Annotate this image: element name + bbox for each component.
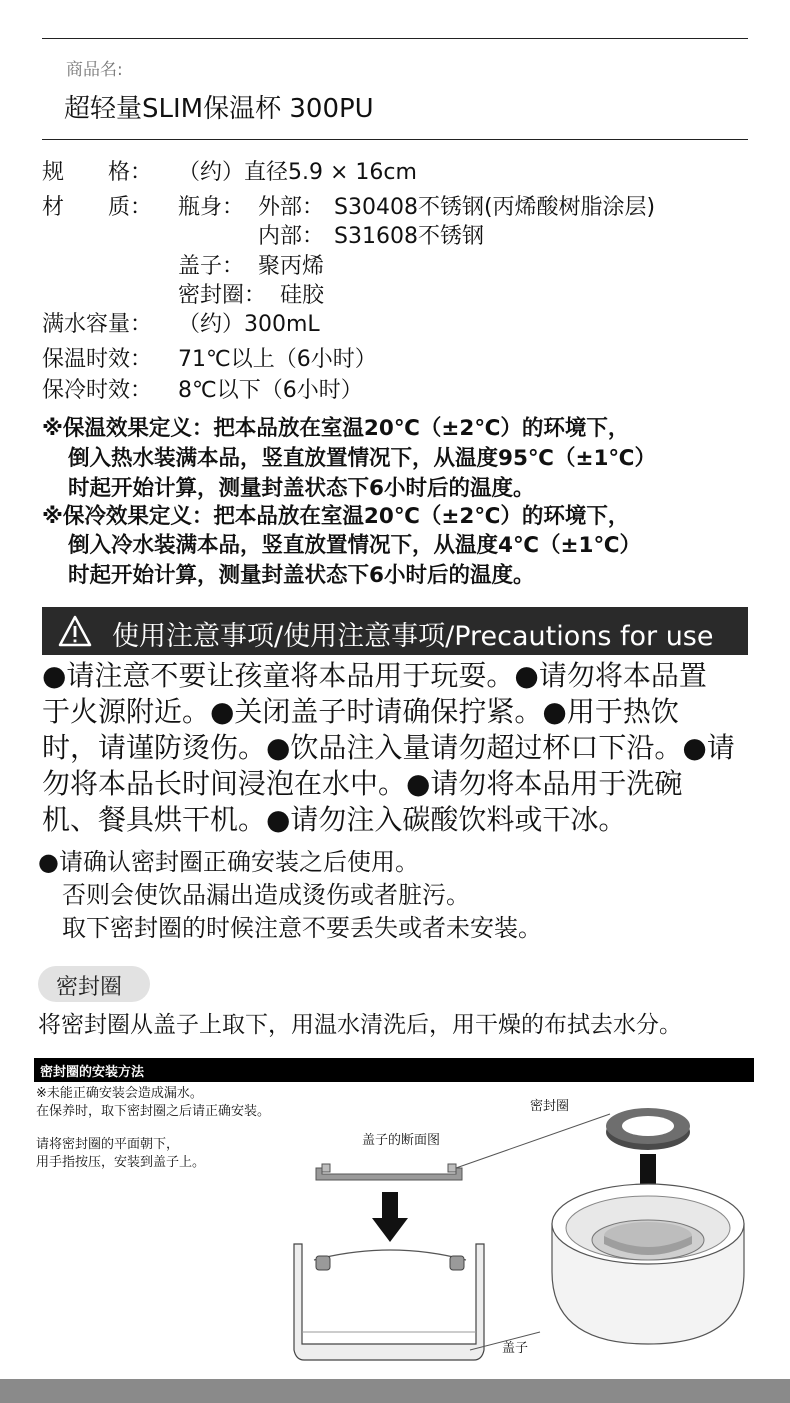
precaution-line-5: 机、餐具烘干机。●请勿注入碳酸饮料或干冰。	[42, 803, 627, 836]
heat-definition-line-2: 倒入热水装满本品，竖直放置情况下，从温度95℃（±1℃）	[68, 446, 656, 471]
heat-definition-line-1: ※保温效果定义：把本品放在室温20℃（±2℃）的环境下，	[42, 416, 630, 441]
lid-cross-section-small	[316, 1164, 462, 1180]
callout-lid-section: 盖子的断面图	[362, 1133, 441, 1148]
spec-lid-label: 盖子：	[178, 254, 245, 279]
install-section-bar	[34, 1058, 754, 1082]
precaution-line-2: 于火源附近。●关闭盖子时请确保拧紧。●用于热饮	[42, 695, 679, 728]
seal-installation-illustration	[0, 1082, 790, 1377]
install-section-title: 密封圈的安装方法	[40, 1065, 145, 1080]
spec-capacity-label: 满水容量：	[42, 312, 153, 337]
spec-heat-value: 71℃以上（6小时）	[178, 347, 377, 372]
precautions-banner	[42, 607, 748, 655]
warning-icon	[58, 615, 92, 647]
lid-cross-section-large	[294, 1244, 484, 1360]
precaution-line-3: 时，请谨防烫伤。●饮品注入量请勿超过杯口下沿。●请	[42, 731, 735, 764]
seal-section-pill	[38, 966, 150, 1002]
seal-ring	[606, 1108, 690, 1150]
precautions-banner-text: 使用注意事项/使用注意事项/Precautions for use	[112, 621, 714, 652]
seal-notice	[38, 846, 542, 945]
callout-lid: 盖子	[502, 1341, 529, 1356]
bottom-bar	[0, 1379, 790, 1403]
install-note-1: ※未能正确安装会造成漏水。	[36, 1086, 203, 1101]
precautions-text	[42, 658, 762, 838]
cold-definition-line-1: ※保冷效果定义：把本品放在室温20℃（±2℃）的环境下，	[42, 504, 630, 529]
precaution-line-1: ●请注意不要让孩童将本品用于玩耍。●请勿将本品置	[42, 659, 707, 692]
seal-notice-line-2: 否则会使饮品漏出造成烫伤或者脏污。	[62, 881, 470, 909]
spec-size-label: 规 格：	[42, 160, 153, 185]
spec-capacity-value: （约）300mL	[178, 312, 320, 337]
product-name-label: 商品名:	[66, 60, 123, 80]
spec-inner-value: S31608不锈钢	[334, 224, 484, 249]
callout-line-seal	[456, 1114, 610, 1168]
spec-outer-label: 外部：	[258, 195, 325, 220]
install-note-2: 在保养时，取下密封圈之后请正确安装。	[36, 1104, 271, 1119]
spec-cold-value: 8℃以下（6小时）	[178, 378, 363, 403]
spec-inner-label: 内部：	[258, 224, 325, 249]
spec-lid-value: 聚丙烯	[258, 254, 325, 279]
product-title: 超轻量SLIM保温杯 300PU	[64, 94, 374, 124]
seal-section-pill-label: 密封圈	[56, 975, 123, 1000]
callout-seal: 密封圈	[530, 1099, 570, 1114]
top-rule	[42, 38, 748, 39]
install-note-3: 请将密封圈的平面朝下，	[36, 1137, 180, 1152]
seal-notice-line-3: 取下密封圈的时候注意不要丢失或者未安装。	[62, 914, 542, 942]
spec-cold-label: 保冷时效：	[42, 378, 153, 403]
spec-body-label: 瓶身：	[178, 195, 245, 220]
precaution-line-4: 勿将本品长时间浸泡在水中。●请勿将本品用于洗碗	[42, 767, 683, 800]
header-bottom-rule	[42, 139, 748, 140]
spec-material-label: 材 质：	[42, 195, 153, 220]
spec-heat-label: 保温时效：	[42, 347, 153, 372]
spec-seal-value: 硅胶	[280, 283, 325, 308]
spec-seal-label: 密封圈：	[178, 283, 267, 308]
seal-notice-line-1: ●请确认密封圈正确安装之后使用。	[38, 848, 419, 876]
install-note-4: 用手指按压，安装到盖子上。	[36, 1155, 206, 1170]
spec-size-value: （约）直径5.9 × 16cm	[178, 160, 417, 185]
down-arrow-icon	[372, 1192, 408, 1242]
cold-definition-line-2: 倒入冷水装满本品，竖直放置情况下，从温度4℃（±1℃）	[68, 533, 642, 558]
heat-definition-line-3: 时起开始计算，测量封盖状态下6小时后的温度。	[68, 476, 535, 501]
cold-definition-line-3: 时起开始计算，测量封盖状态下6小时后的温度。	[68, 563, 535, 588]
spec-outer-value: S30408不锈钢(丙烯酸树脂涂层)	[334, 195, 656, 220]
seal-wash-instruction: 将密封圈从盖子上取下，用温水清洗后，用干燥的布拭去水分。	[38, 1012, 682, 1038]
lid-3d	[552, 1184, 744, 1344]
